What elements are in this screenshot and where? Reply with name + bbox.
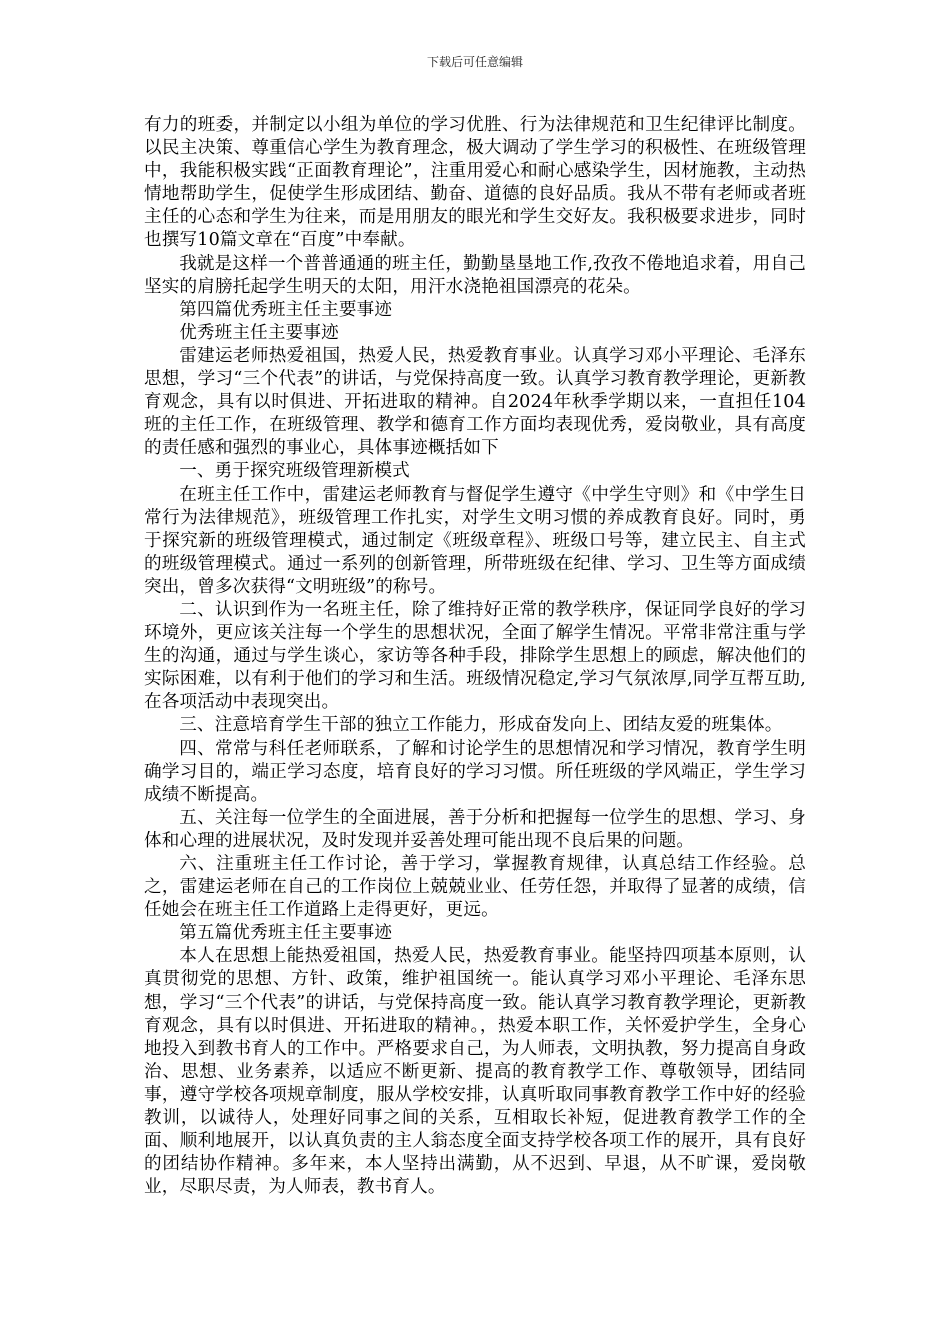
list-item: 三、注意培育学生干部的独立工作能力，形成奋发向上、团结友爱的班集体。 (179, 715, 783, 736)
section-subheading: 优秀班主任主要事迹 (179, 322, 339, 343)
list-item: 六、注重班主任工作讨论，善于学习，掌握教育规律，认真总结工作经验。总之，雷建运老师在自己的工作岗位上兢兢业业、任劳任怨，并取得了显著的成绩，信任她会在班主任工作道路上走得更好，更远。 (144, 854, 806, 921)
page-header: 下载后可任意编辑 (426, 55, 523, 69)
list-item: 四、常常与科任老师联系，了解和讨论学生的思想情况和学习情况，教育学生明确学习目的，端正学习态度，培育良好的学习习惯。所任班级的学风端正，学生学习成绩不断提高。 (144, 738, 806, 805)
paragraph: 雷建运老师热爱祖国，热爱人民，热爱教育事业。认真学习邓小平理论、毛泽东思想，学习“三个代表”的讲话，与党保持高度一致。认真学习教育教学理论，更新教育观念，具有以时俱进、开拓进取的精神。自2024年秋季学期以来，一直担任104班的主任工作，在班级管理、教学和德育工作方面均表现优秀，爱岗敬业，具有高度的责任感和强烈的事业心，具体事迹概括如下 (144, 345, 806, 459)
section-heading: 第五篇优秀班主任主要事迹 (179, 923, 393, 944)
section-heading: 第四篇优秀班主任主要事迹 (179, 299, 393, 320)
list-item-heading: 一、勇于探究班级管理新模式 (179, 461, 410, 482)
list-item: 二、认识到作为一名班主任，除了维持好正常的教学秩序，保证同学良好的学习环境外，更应该关注每一个学生的思想状况，全面了解学生情况。平常非常注重与学生的沟通，通过与学生谈心，家访等各种手段，排除学生思想上的顾虑，解决他们的实际困难，以有利于他们的学习和生活。班级情况稳定,学习气氛浓厚,同学互帮互助,在各项活动中表现突出。 (144, 599, 806, 713)
paragraph: 在班主任工作中，雷建运老师教育与督促学生遵守《中学生守则》和《中学生日常行为法律规范》，班级管理工作扎实，对学生文明习惯的养成教育良好。同时，勇于探究新的班级管理模式，通过制定《班级章程》、班级口号等，建立民主、自主式的班级管理模式。通过一系列的创新管理，所带班级在纪律、学习、卫生等方面成绩突出，曾多次获得“文明班级”的称号。 (144, 484, 806, 597)
paragraph: 我就是这样一个普普通通的班主任，勤勤垦垦地工作,孜孜不倦地追求着，用自己坚实的肩膀托起学生明天的太阳，用汗水浇艳祖国漂亮的花朵。 (144, 253, 806, 297)
document-body (144, 114, 806, 1199)
paragraph: 有力的班委，并制定以小组为单位的学习优胜、行为法律规范和卫生纪律评比制度。以民主决策、尊重信心学生为教育理念，极大调动了学生学习的积极性、在班级管理中，我能积极实践“正面教育理论”，注重用爱心和耐心感染学生，因材施教，主动热情地帮助学生，促使学生形成团结、勤奋、道德的良好品质。我从不带有老师或者班主任的心态和学生为往来，而是用朋友的眼光和学生交好友。我积极要求进步，同时也撰写10篇文章在“百度”中奉献。 (144, 115, 806, 251)
paragraph: 本人在思想上能热爱祖国，热爱人民，热爱教育事业。能坚持四项基本原则，认真贯彻党的思想、方针、政策，维护祖国统一。能认真学习邓小平理论、毛泽东思想，学习“三个代表”的讲话，与党保持高度一致。能认真学习教育教学理论，更新教育观念，具有以时俱进、开拓进取的精神。，热爱本职工作，关怀爱护学生，全身心地投入到教书育人的工作中。严格要求自己，为人师表，文明执教，努力提高自身政治、思想、业务素养，以适应不断更新、提高的教育教学工作、尊敬领导，团结同事，遵守学校各项规章制度，服从学校安排，认真听取同事教育教学工作中好的经验教训，以诚待人，处理好同事之间的关系，互相取长补短，促进教育教学工作的全面、顺利地展开，以认真负责的主人翁态度全面支持学校各项工作的展开，具有良好的团结协作精神。多年来，本人坚持出满勤，从不迟到、早退，从不旷课，爱岗敬业，尽职尽责，为人师表，教书育人。 (144, 946, 806, 1198)
list-item: 五、关注每一位学生的全面进展，善于分析和把握每一位学生的思想、学习、身体和心理的进展状况，及时发现并妥善处理可能出现不良后果的问题。 (144, 807, 806, 851)
